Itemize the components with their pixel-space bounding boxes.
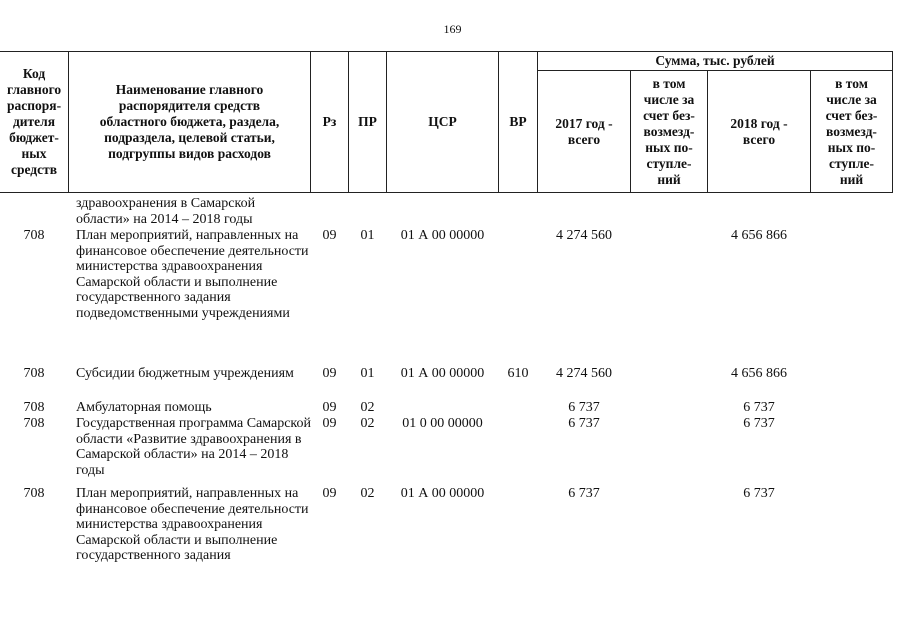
row-code: 708 [23, 400, 45, 415]
row-sum-2018: 6 737 [743, 400, 775, 415]
row-pr: 02 [360, 486, 375, 501]
page-number: 169 [443, 22, 462, 36]
header-2017: 2017 год - всего [555, 115, 613, 147]
row-rz: 09 [322, 486, 337, 501]
row-name: План мероприятий, направленных на финансовое обеспечение деятельности министерства здравоохранения Самарской области и выполнение государственного задания [76, 486, 309, 564]
row-name: Субсидии бюджетным учреждениям [76, 366, 294, 381]
row-name: Амбулаторная помощь [76, 400, 212, 415]
header-code: Код главного распоря-дителя бюджет-ных средств [7, 66, 62, 177]
row-vr: 610 [507, 366, 529, 381]
row-pr: 02 [360, 416, 375, 431]
header-bottom-line [0, 192, 893, 193]
row-sum-2017: 6 737 [568, 400, 600, 415]
header-2017-incl: в том числе за счет без-возмезд-ных по-ступле-ний [643, 75, 695, 187]
header-csr: ЦСР [428, 114, 457, 129]
row-sum-2018: 4 656 866 [731, 366, 787, 381]
row-code: 708 [23, 486, 45, 501]
header-sum: Сумма, тыс. рублей [655, 53, 775, 68]
row-rz: 09 [322, 228, 337, 243]
row-pr: 02 [360, 400, 375, 415]
row-rz: 09 [322, 416, 337, 431]
row-sum-2017: 4 274 560 [556, 228, 612, 243]
row-csr: 01 А 00 00000 [400, 366, 485, 381]
header-pr: ПР [358, 114, 377, 129]
row-csr: 01 А 00 00000 [400, 228, 485, 243]
row-name: здравоохранения в Самарской области» на 2014 – 2018 годы [76, 196, 256, 227]
row-sum-2017: 6 737 [568, 486, 600, 501]
header-2018: 2018 год - всего [730, 115, 788, 147]
row-code: 708 [23, 416, 45, 431]
header-2018-incl: в том числе за счет без-возмезд-ных по-ступле-ний [825, 75, 878, 187]
row-csr: 01 А 00 00000 [400, 486, 485, 501]
row-csr: 01 0 00 00000 [402, 416, 483, 431]
row-sum-2017: 6 737 [568, 416, 600, 431]
row-sum-2018: 4 656 866 [731, 228, 787, 243]
row-code: 708 [23, 366, 45, 381]
row-code: 708 [23, 228, 45, 243]
row-rz: 09 [322, 400, 337, 415]
col-line [892, 51, 893, 192]
header-vr: ВР [509, 114, 527, 129]
row-sum-2018: 6 737 [743, 486, 775, 501]
row-rz: 09 [322, 366, 337, 381]
row-name: Государственная программа Самарской области «Развитие здравоохранения в Самарской области» на 2014 – 2018 годы [76, 416, 312, 478]
row-sum-2017: 4 274 560 [556, 366, 612, 381]
row-sum-2018: 6 737 [743, 416, 775, 431]
header-rz: Рз [322, 114, 337, 129]
row-name: План мероприятий, направленных на финансовое обеспечение деятельности министерства здравоохранения Самарской области и выполнение государственного задания подведомственными учреждениями [76, 228, 309, 321]
row-pr: 01 [360, 228, 375, 243]
header-name: Наименование главного распорядителя средств областного бюджета, раздела, подраздела, целевой статьи, подгруппы видов расходов [99, 82, 280, 161]
row-pr: 01 [360, 366, 375, 381]
